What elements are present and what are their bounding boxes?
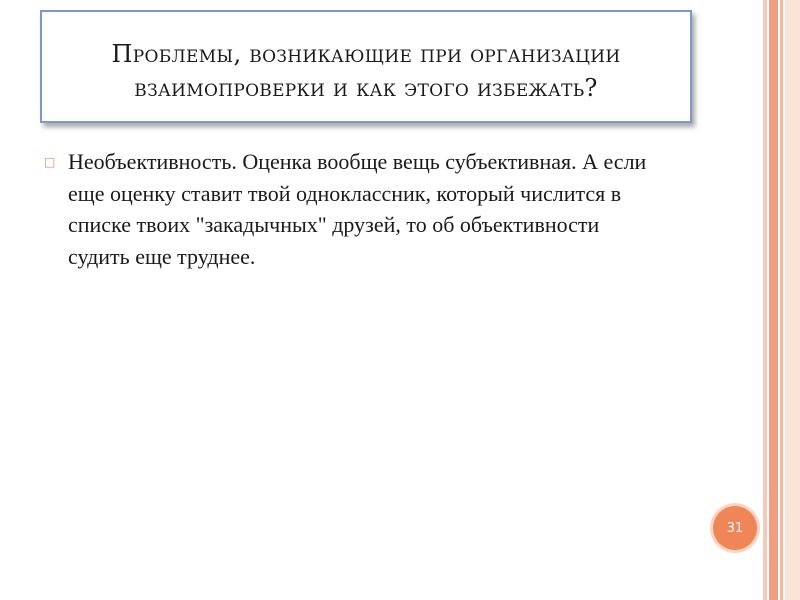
- slide-content: [44, 146, 684, 272]
- slide-title-line-1: Проблемы, возникающие при организации: [111, 39, 621, 68]
- title-box: [40, 10, 692, 123]
- decorative-stripe: [769, 0, 778, 600]
- bullet-item: [44, 146, 684, 272]
- page-number: 31: [726, 520, 744, 536]
- decorative-stripe: [780, 0, 783, 600]
- bullet-text: Необъективность. Оценка вообще вещь субъективная. А если еще оценку ставит твой одноклассник, который числится в списке твоих "закадычных" друзей, то об объективности судить еще труднее.: [68, 149, 647, 269]
- decorative-stripe: [763, 0, 767, 600]
- decorative-stripe: [785, 0, 800, 600]
- slide-title-line-2: взаимопроверки и как этого избежать?: [134, 73, 598, 102]
- page-number-badge: [713, 506, 757, 550]
- square-bullet-icon: □: [44, 155, 56, 169]
- slide-title: [112, 37, 621, 105]
